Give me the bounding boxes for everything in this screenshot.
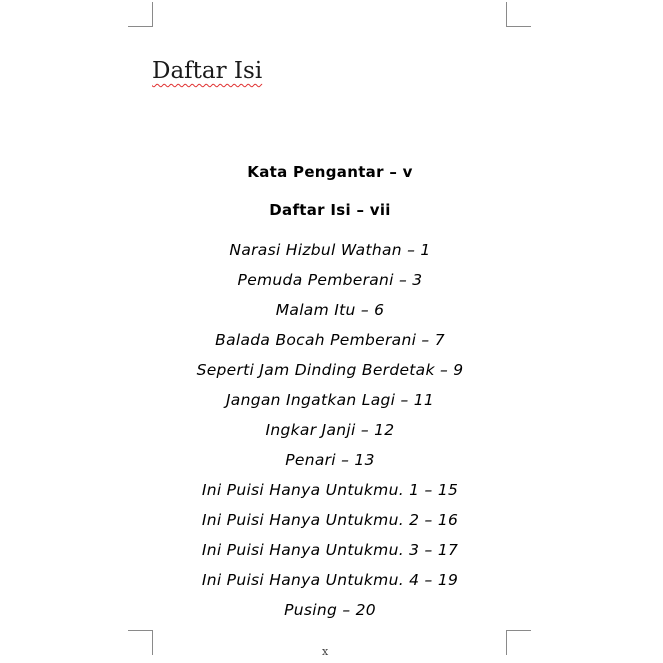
corner-mark-bottom-left <box>128 630 153 655</box>
toc-entry-kata-pengantar: Kata Pengantar – v <box>247 163 413 181</box>
table-of-contents <box>130 159 530 625</box>
toc-entry: Pemuda Pemberani – 3 <box>237 271 423 289</box>
toc-entry: Narasi Hizbul Wathan – 1 <box>229 241 431 259</box>
toc-entry: Ini Puisi Hanya Untukmu. 4 – 19 <box>201 571 459 589</box>
toc-entry: Penari – 13 <box>285 451 375 469</box>
toc-entry: Balada Bocah Pemberani – 7 <box>215 331 445 349</box>
toc-entry: Ini Puisi Hanya Untukmu. 3 – 17 <box>201 541 459 559</box>
toc-entry: Jangan Ingatkan Lagi – 11 <box>225 391 435 409</box>
toc-entry: Ini Puisi Hanya Untukmu. 1 – 15 <box>201 481 459 499</box>
corner-mark-bottom-right <box>506 630 531 655</box>
page-number: x <box>322 645 329 658</box>
toc-entry: Pusing – 20 <box>284 601 376 619</box>
corner-mark-top-right <box>506 2 531 27</box>
toc-entry: Malam Itu – 6 <box>275 301 385 319</box>
toc-entry: Ingkar Janji – 12 <box>265 421 395 439</box>
toc-entry-daftar-isi: Daftar Isi – vii <box>269 201 391 219</box>
toc-entry: Ini Puisi Hanya Untukmu. 2 – 16 <box>201 511 459 529</box>
page-title: Daftar Isi <box>152 58 263 84</box>
corner-mark-top-left <box>128 2 153 27</box>
toc-entry: Seperti Jam Dinding Berdetak – 9 <box>196 361 464 379</box>
